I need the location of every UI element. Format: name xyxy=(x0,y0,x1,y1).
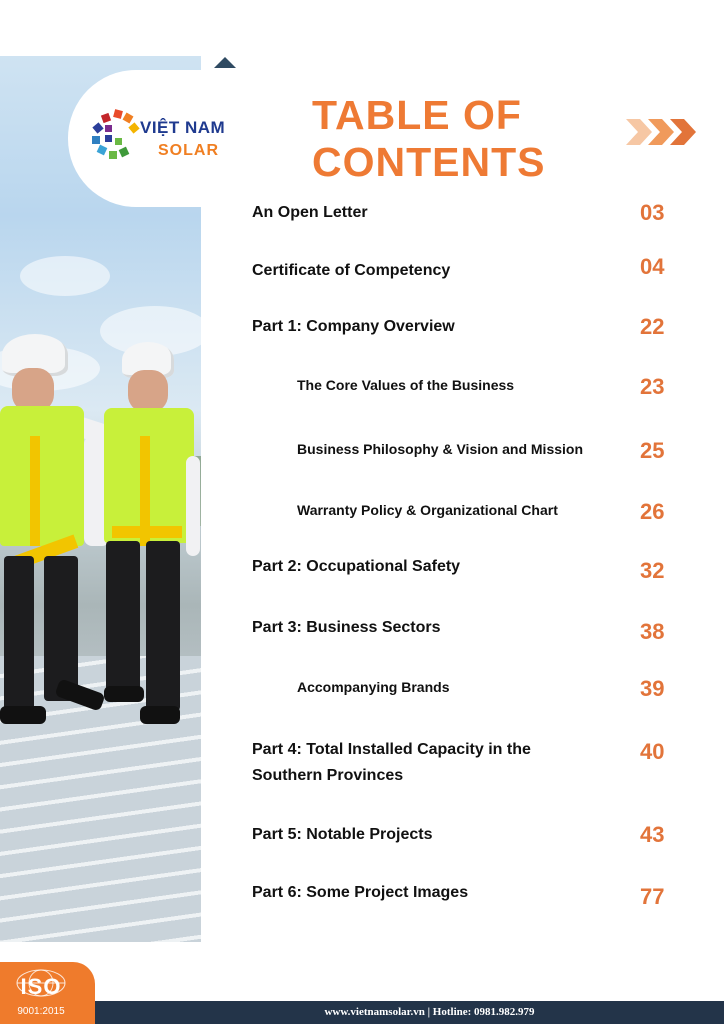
toc-page-number: 32 xyxy=(640,558,665,583)
footer-contact: www.vietnamsolar.vn | Hotline: 0981.982.979 xyxy=(95,1001,724,1024)
toc-label: Part 4: Total Installed Capacity in the Southern Provinces xyxy=(252,741,531,784)
vietnam-solar-logo-icon xyxy=(90,108,142,160)
toc-page-number: 04 xyxy=(640,254,665,279)
toc-page-number: 23 xyxy=(640,374,665,399)
toc-page-number: 40 xyxy=(640,739,665,764)
toc-label: Warranty Policy & Organizational Chart xyxy=(297,502,558,518)
toc-label: The Core Values of the Business xyxy=(297,377,515,393)
toc-label: An Open Letter xyxy=(252,204,368,221)
triple-chevron-right-icon xyxy=(626,117,706,147)
toc-page-number: 22 xyxy=(640,314,665,339)
toc-page-number: 77 xyxy=(640,884,665,909)
logo-bubble-extension xyxy=(201,70,308,207)
toc-page-number: 25 xyxy=(640,438,665,463)
toc-page-number: 39 xyxy=(640,676,665,701)
triangle-decoration xyxy=(214,57,236,68)
brand-name-line2: SOLAR xyxy=(158,142,219,159)
toc-page-number: 03 xyxy=(640,200,665,225)
toc-label: Part 6: Some Project Images xyxy=(252,884,469,901)
toc-page-number: 43 xyxy=(640,822,665,847)
brand-name-line1: VIỆT NAM xyxy=(140,118,226,137)
toc-label: Accompanying Brands xyxy=(297,679,450,695)
toc-label: Part 3: Business Sectors xyxy=(252,619,441,636)
page-title: TABLE OF CONTENTS xyxy=(312,92,546,185)
toc-page-number: 38 xyxy=(640,619,665,644)
toc-label: Part 2: Occupational Safety xyxy=(252,558,461,575)
toc-label: Certificate of Competency xyxy=(252,262,451,279)
iso-label: ISO xyxy=(20,974,62,999)
toc-label: Part 5: Notable Projects xyxy=(252,826,433,843)
iso-number: 9001:2015 xyxy=(17,1006,65,1017)
toc-page-number: 26 xyxy=(640,499,665,524)
toc-label: Part 1: Company Overview xyxy=(252,318,455,335)
toc-label: Business Philosophy & Vision and Mission xyxy=(297,441,584,457)
